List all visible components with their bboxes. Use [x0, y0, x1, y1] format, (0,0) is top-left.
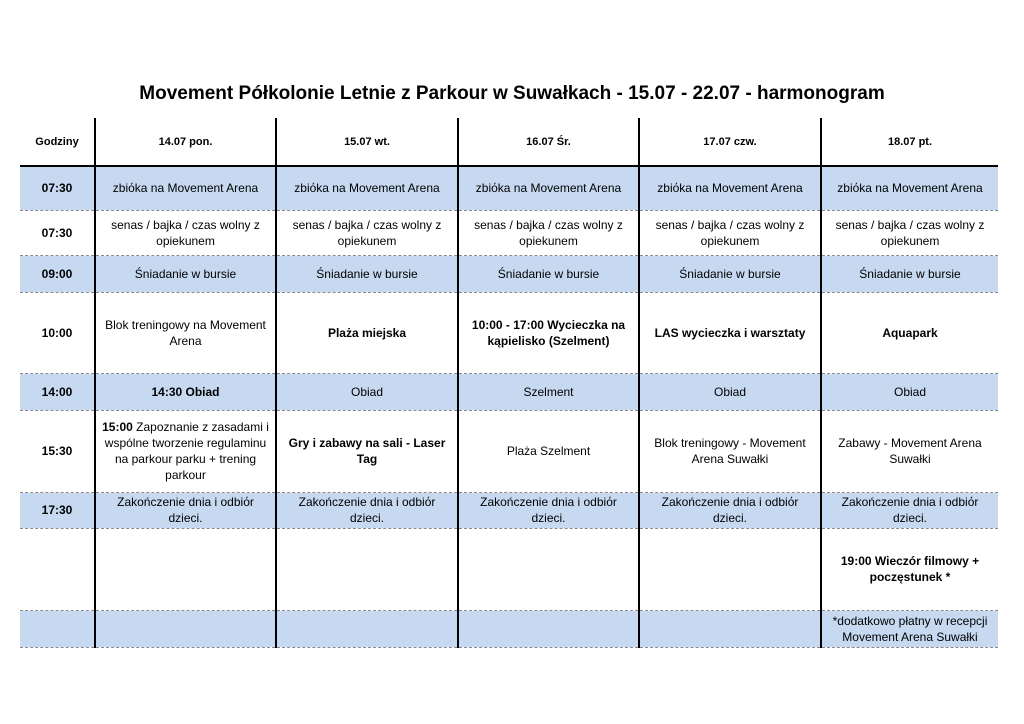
activity-cell: Śniadanie w bursie [95, 255, 276, 292]
activity-cell: senas / bajka / czas wolny z opiekunem [95, 210, 276, 255]
activity-cell: zbiόka na Movement Arena [458, 166, 639, 210]
activity-cell: Śniadanie w bursie [276, 255, 458, 292]
activity-cell [276, 610, 458, 647]
activity-cell: Zakończenie dnia i odbiόr dzieci. [276, 492, 458, 528]
day-header [276, 118, 458, 166]
activity-cell: senas / bajka / czas wolny z opiekunem [458, 210, 639, 255]
day-header [458, 118, 639, 166]
day-header [95, 118, 276, 166]
table-row [20, 210, 998, 255]
activity-cell [639, 528, 821, 610]
activity-cell: Plaża Szelment [458, 410, 639, 492]
table-row [20, 528, 998, 610]
day-header-label: 17.07 czw. [703, 135, 757, 148]
activity-cell: Zakończenie dnia i odbiόr dzieci. [821, 492, 998, 528]
table-row [20, 373, 998, 410]
activity-cell: 19:00 Wieczór filmowy + poczęstunek * [821, 528, 998, 610]
time-cell: 14:00 [20, 373, 95, 410]
day-header-label: 18.07 pt. [887, 135, 933, 148]
time-cell: 10:00 [20, 292, 95, 373]
table-row [20, 166, 998, 210]
time-cell: 09:00 [20, 255, 95, 292]
time-cell: 17:30 [20, 492, 95, 528]
activity-cell: Zabawy - Movement Arena Suwałki [821, 410, 998, 492]
activity-cell [95, 610, 276, 647]
activity-cell: Śniadanie w bursie [639, 255, 821, 292]
activity-cell: Blok treningowy na Movement Arena [95, 292, 276, 373]
hours-header: Godziny [20, 118, 95, 166]
day-header-label: 16.07 Śr. [526, 135, 571, 148]
day-header [639, 118, 821, 166]
day-header-label: 15.07 wt. [344, 135, 390, 148]
day-header-label: 14.07 pon. [158, 135, 213, 148]
activity-cell [95, 410, 276, 492]
activity-cell [276, 528, 458, 610]
activity-cell [458, 528, 639, 610]
footnote-cell: *dodatkowo płatny w recepcji Movement Arena Suwałki [821, 610, 998, 647]
table-row [20, 610, 998, 647]
activity-cell: Gry i zabawy na sali - Laser Tag [276, 410, 458, 492]
activity-cell: zbiόka na Movement Arena [821, 166, 998, 210]
day-header [821, 118, 998, 166]
activity-cell: Zakończenie dnia i odbiόr dzieci. [95, 492, 276, 528]
activity-cell [95, 528, 276, 610]
activity-cell: Zakończenie dnia i odbiόr dzieci. [639, 492, 821, 528]
time-cell: 07:30 [20, 166, 95, 210]
activity-cell: Aquapark [821, 292, 998, 373]
activity-start-time: 15:00 [102, 420, 133, 434]
activity-cell: Obiad [639, 373, 821, 410]
activity-cell: Śniadanie w bursie [458, 255, 639, 292]
activity-cell: senas / bajka / czas wolny z opiekunem [639, 210, 821, 255]
activity-cell: Blok treningowy - Movement Arena Suwałki [639, 410, 821, 492]
activity-cell: zbiόka na Movement Arena [95, 166, 276, 210]
activity-cell [639, 610, 821, 647]
activity-cell: senas / bajka / czas wolny z opiekunem [821, 210, 998, 255]
activity-cell: Zakończenie dnia i odbiόr dzieci. [458, 492, 639, 528]
page-title: Movement Półkolonie Letnie z Parkour w Suwałkach - 15.07 - 22.07 - harmonogram [139, 83, 885, 104]
activity-cell: Obiad [821, 373, 998, 410]
activity-cell: Śniadanie w bursie [821, 255, 998, 292]
activity-cell: zbiόka na Movement Arena [639, 166, 821, 210]
time-cell [20, 528, 95, 610]
table-row [20, 410, 998, 492]
activity-text: Zapoznanie z zasadami i wspólne tworzenie regulaminu na parkour parku + trening parkour [104, 420, 269, 482]
activity-cell: Plaża miejska [276, 292, 458, 373]
activity-cell [458, 610, 639, 647]
activity-cell: 10:00 - 17:00 Wycieczka na kąpielisko (Szelment) [458, 292, 639, 373]
activity-cell: LAS wycieczka i warsztaty [639, 292, 821, 373]
header-row [20, 118, 998, 166]
schedule-table [20, 118, 998, 648]
table-row [20, 492, 998, 528]
activity-cell: Obiad [276, 373, 458, 410]
activity-cell: 14:30 Obiad [95, 373, 276, 410]
activity-cell: zbiόka na Movement Arena [276, 166, 458, 210]
time-cell [20, 610, 95, 647]
table-row [20, 292, 998, 373]
time-cell: 07:30 [20, 210, 95, 255]
time-cell: 15:30 [20, 410, 95, 492]
table-row [20, 255, 998, 292]
activity-cell: senas / bajka / czas wolny z opiekunem [276, 210, 458, 255]
activity-cell: Szelment [458, 373, 639, 410]
